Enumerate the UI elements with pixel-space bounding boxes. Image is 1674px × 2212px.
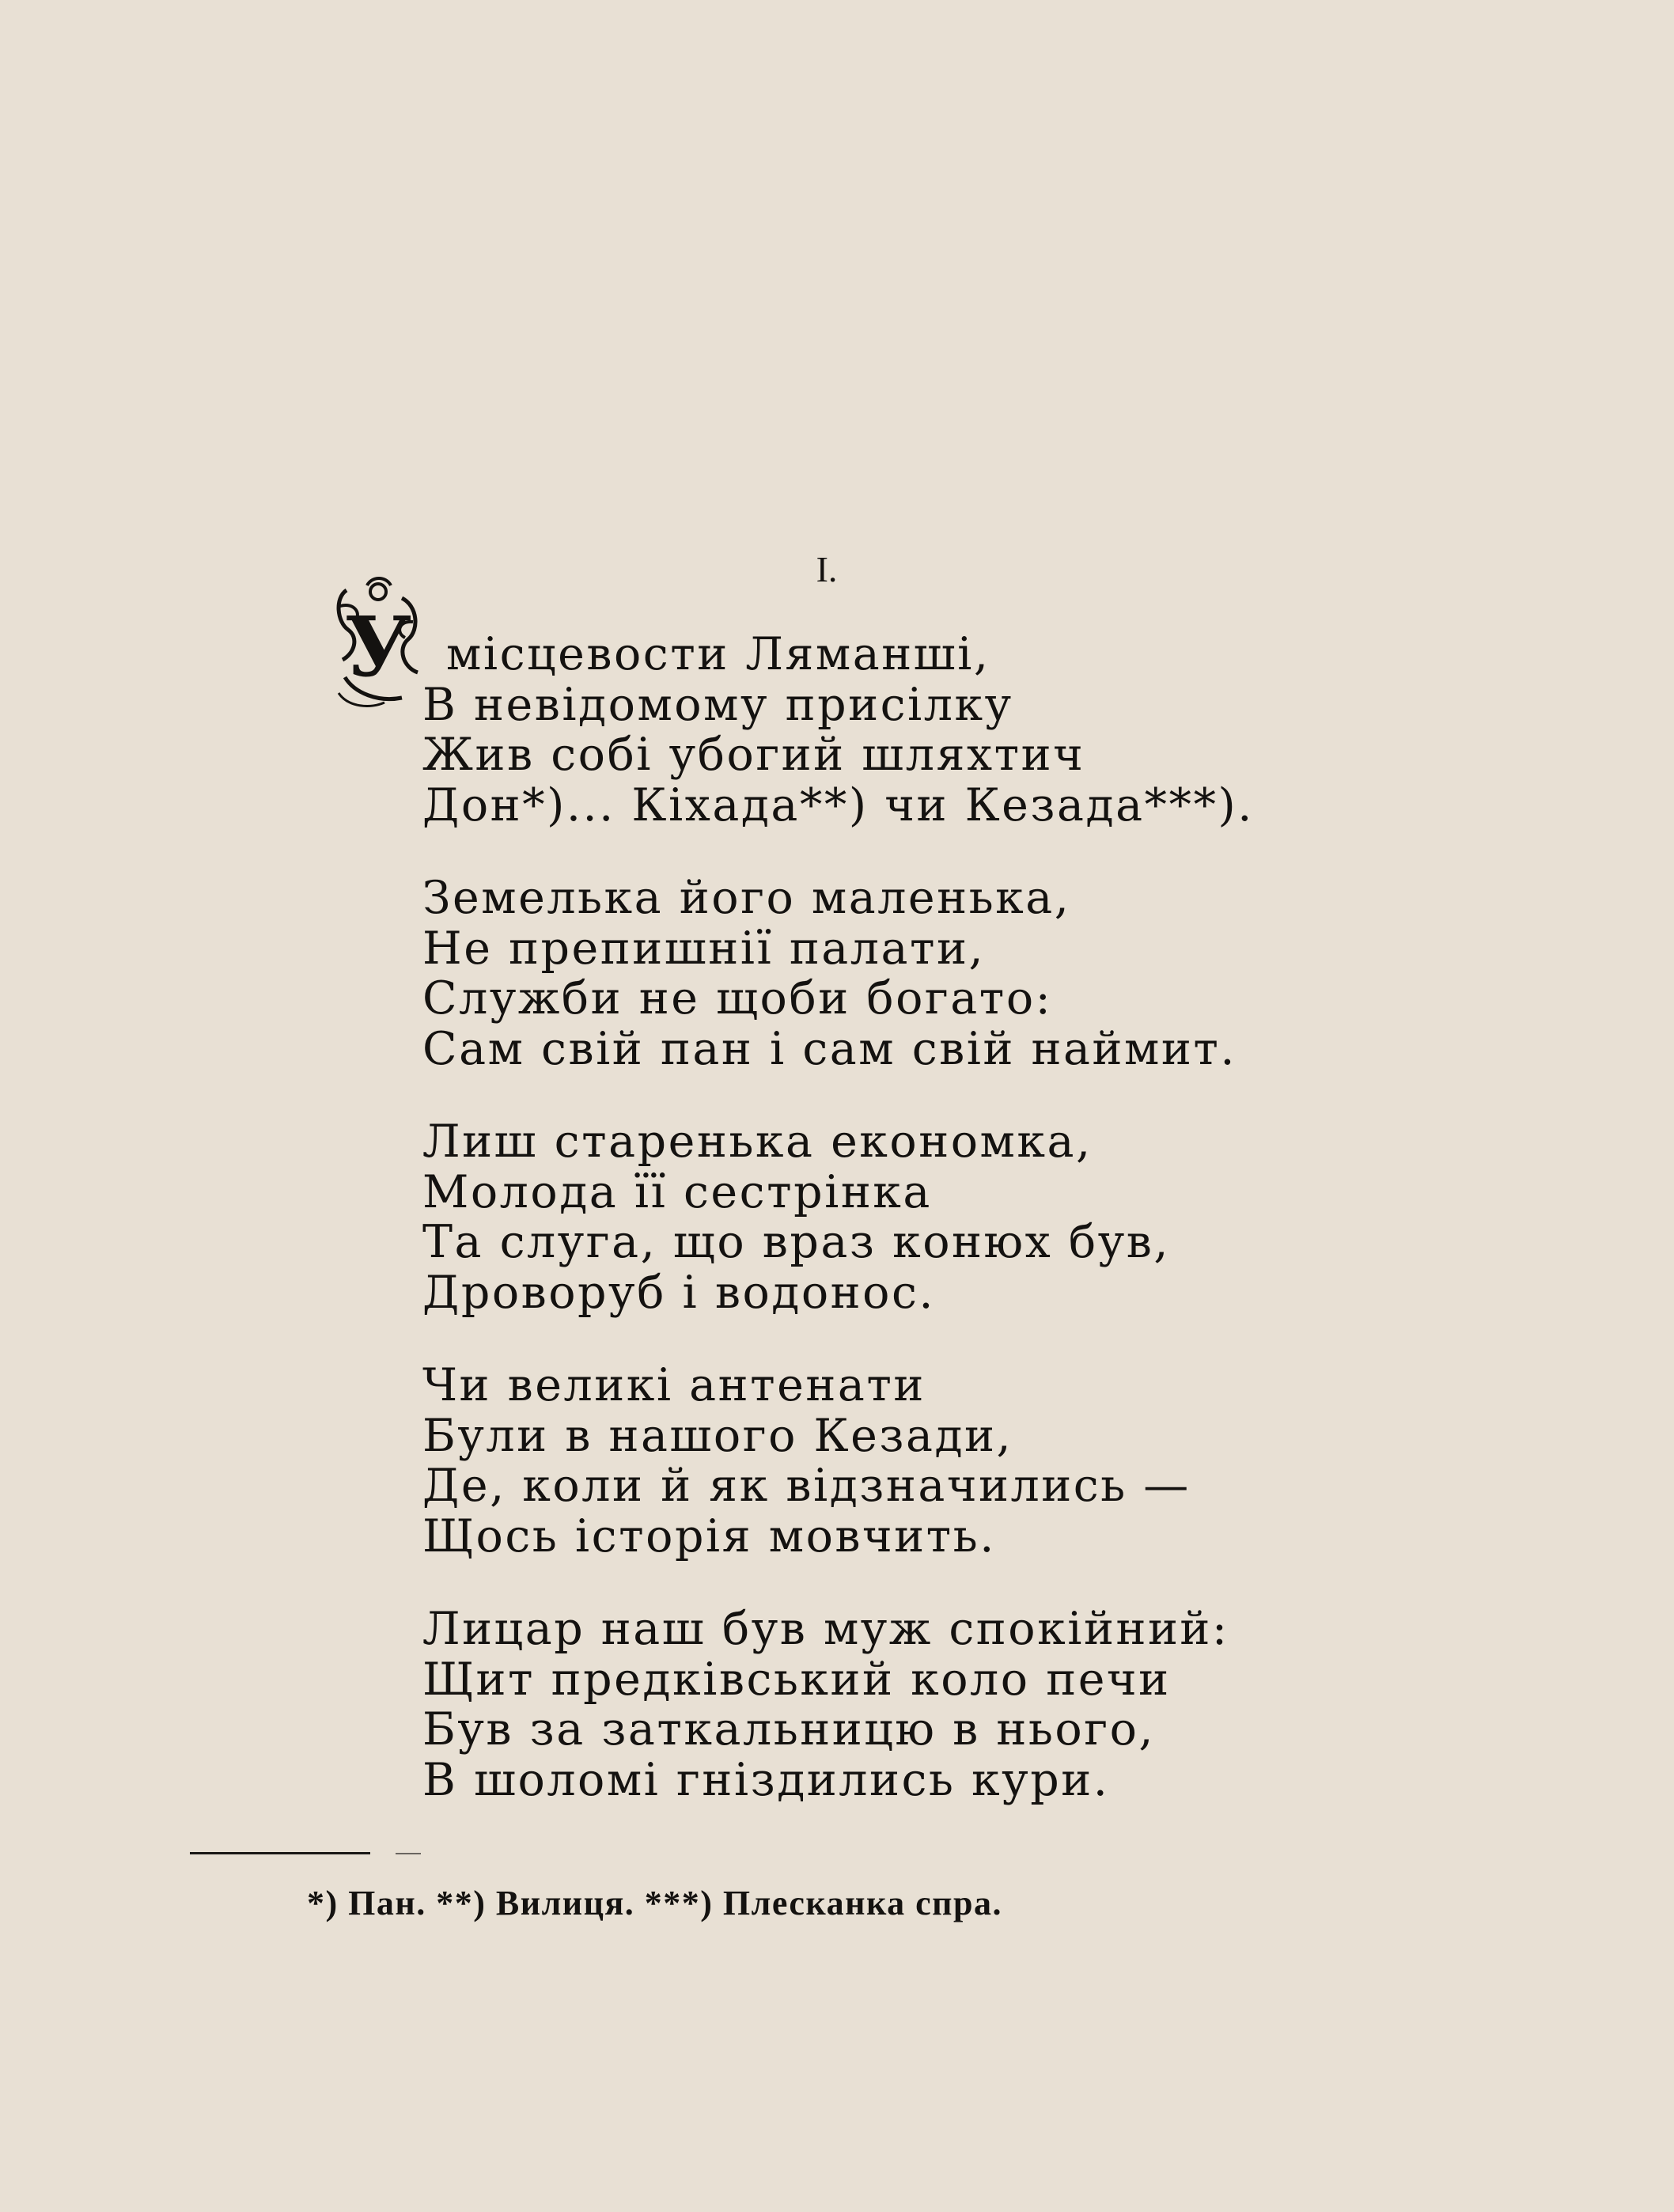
footnote-divider-tail	[396, 1853, 421, 1854]
verse-line: Земелька його маленька,	[422, 872, 1071, 924]
verse-line: Щось історія мовчить.	[422, 1509, 996, 1562]
footnote-divider	[190, 1852, 370, 1854]
verse-line: Чи великі антенати	[422, 1359, 926, 1411]
chapter-number: I.	[816, 549, 838, 589]
verse-line: Де, коли й як відзначились —	[422, 1460, 1191, 1512]
ornamental-drop-cap-icon	[331, 574, 426, 710]
poem-body	[422, 630, 1372, 1848]
stanza	[422, 1361, 1372, 1562]
svg-text:У: У	[344, 598, 412, 695]
stanza	[422, 1117, 1372, 1318]
verse-line: Дроворуб і водонос.	[422, 1266, 936, 1319]
verse-line: Дон*)... Кіхада**) чи Кезада***).	[422, 778, 1254, 831]
verse-line: Лиш старенька економка,	[422, 1115, 1093, 1168]
verse-line: Служби не щоби богато:	[422, 972, 1053, 1025]
verse-line: Щит предківський коло печи	[422, 1653, 1171, 1706]
verse-line: Сам свій пан і сам свій наймит.	[422, 1022, 1237, 1075]
stanza	[422, 873, 1372, 1074]
verse-line: місцевости Ляманші,	[446, 628, 990, 680]
stanza	[422, 1604, 1372, 1805]
verse-line: Були в нашого Кезади,	[422, 1409, 1013, 1462]
verse-line: Та слуга, що враз конюх був,	[422, 1216, 1170, 1268]
stanza	[422, 630, 1372, 831]
verse-line: Був за заткальницю в нього,	[422, 1703, 1156, 1756]
verse-line: В невідомому присілку	[422, 678, 1013, 731]
verse-line: Молода її сестрінка	[422, 1165, 932, 1218]
verse-line: В шоломі гніздились кури.	[422, 1753, 1110, 1806]
verse-line: Лицар наш був муж спокійний:	[422, 1603, 1229, 1655]
verse-line: Не препишнії палати,	[422, 922, 986, 975]
verse-line: Жив собі убогий шляхтич	[422, 729, 1085, 781]
footnotes: *) Пан. **) Вилиця. ***) Плесканка спра.	[307, 1884, 1003, 1922]
